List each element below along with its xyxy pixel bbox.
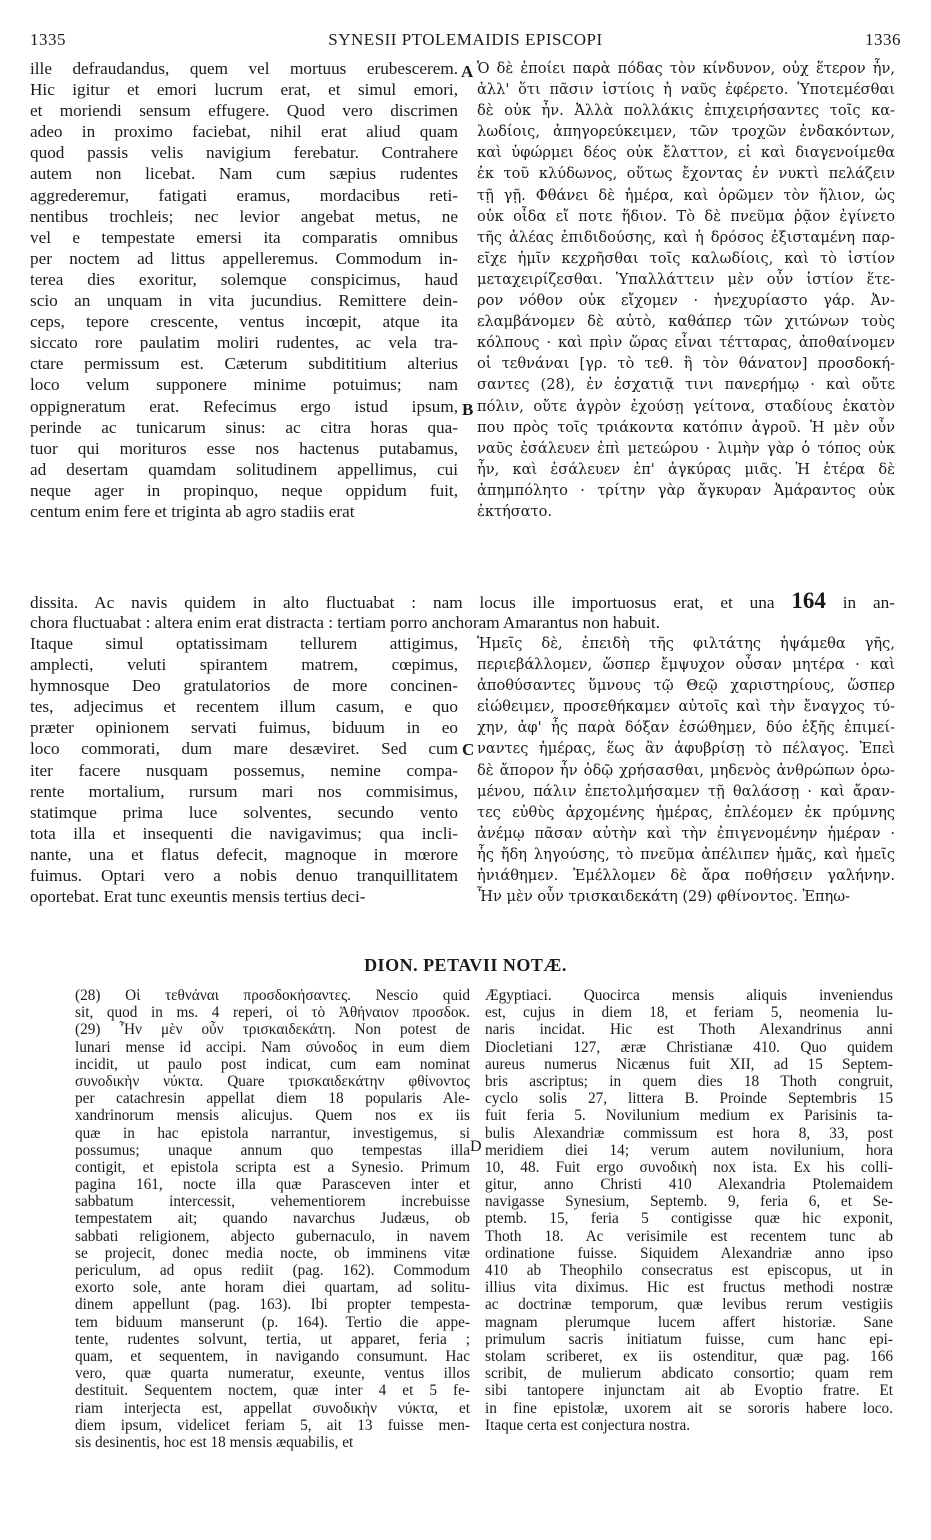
greek-a-line: τῆς ἀλέας ἐπιδιδούσης, καὶ ἡ δρόσος ἐξισταμένη παρ-: [477, 228, 895, 246]
note-right-line: ordinatione fuisse. Siquidem Alexandriæ anno ipso: [485, 1244, 893, 1262]
greek-b-line: τες εὐθὺς ἀρχομένης ἡμέρας, ἐπλέομεν ἐκ πρύμνης: [477, 803, 895, 821]
greek-column-a: [477, 58, 895, 522]
greek-a-line: ναῦς ἐσάλευεν ἐπὶ μετεώρου · λιμὴν γὰρ ὁ τόπος οὐκ: [477, 439, 895, 457]
greek-a-line: ἀπημπόλητο · τρίτην γὰρ ἄγκυραν Ἀμάραντος οὐκ: [477, 481, 895, 499]
greek-b-line: ἠνιάθημεν. Ἐμέλλομεν δὲ ἄρα ποθήσειν γαλήνην.: [477, 867, 895, 885]
note-right-line: navigasse Synesium, Septemb. 9, feria 6, et Se-: [485, 1193, 893, 1211]
note-right-line: primulum sacris initiatum fuisse, cum hanc epi-: [485, 1330, 893, 1348]
note-left-line: exorto sole, ante horam diei quartam, ad solitu-: [75, 1279, 470, 1297]
full-line-1: [30, 590, 895, 612]
note-right-line: Thoth 18. Ac verisimile est recentem tunc ab: [485, 1227, 893, 1245]
note-left-line: diem ipsum, videlicet feriam 5, ait 13 fuisse men-: [75, 1416, 470, 1434]
page-number-right: 1336: [865, 30, 901, 49]
latin-a-line: vel e tempestate emersi ita comparatis omnibus: [30, 227, 458, 247]
latin-a-line: quod passis velis navigium ferebatur. Contrahere: [30, 143, 458, 163]
greek-b-line: εἰώθειμεν, προσεθήκαμεν αὐτοῖς καὶ τὴν ἔναγχος τύ-: [477, 698, 895, 716]
full-line-1-after: in an-: [842, 593, 895, 612]
greek-a-line: λωδίοις, ἀπηγορεύκειμεν, τῶν τροχῶν ἐνδακόντων,: [477, 123, 895, 141]
note-left-line: destituit. Sequentem noctem, quæ inter 4 et 5 fe-: [75, 1382, 470, 1400]
latin-a-line: adeo in proximo faciebat, nihil erat aliud quam: [30, 122, 458, 142]
latin-b-line: amplecti, veluti spirantem matrem, cœpimus,: [30, 655, 458, 675]
full-width-text: [30, 590, 895, 633]
note-right-line: Ægyptiaci. Quocirca mensis aliquis inveniendus: [485, 987, 893, 1004]
greek-a-line: ἀλλ' ὅτι πᾶσιν ἱστίοις ἡ ναῦς ἐφέρετο. Ὑποτεμέσθαι: [477, 81, 895, 99]
running-header: [30, 30, 901, 52]
latin-a-line: oppigneratum erat. Refecimus ergo istud ipsum,: [30, 396, 458, 416]
section-marker-c: C: [462, 740, 475, 759]
section-marker-d: D: [470, 1138, 482, 1155]
latin-b-line: nante, una et flatus defecit, magnoque in mœrore: [30, 844, 458, 864]
latin-a-line: siccato rore paulatim moliri rudentes, ac vela tra-: [30, 333, 458, 353]
greek-a-line: εῖχε ἡμῖν κεχρῆσθαι τοῖς καλωδίοις, καὶ τὸ ἱστίον: [477, 249, 895, 267]
note-left-line: per catachresin appellat diem 18 popularis Ale-: [75, 1090, 470, 1108]
latin-a-line: ad desertam quamdam solitudinem appellimus, cui: [30, 459, 458, 479]
latin-a-line: ceps, tepore crescente, ventus incœpit, atque ita: [30, 312, 458, 332]
latin-b-line: statimque prima luce solventes, secundo vento: [30, 802, 458, 822]
note-right-line: 10, 48. Fuit ergo συνοδικὴ nox ista. Ex his colli-: [485, 1158, 893, 1176]
greek-a-line: ελαμβάνομεν δὲ αὐτὸ, καθάπερ τῶν χιτώνων τοὺς: [477, 313, 895, 331]
full-line-2: chora fluctuabat : altera enim erat distracta : tertiam porro anchoram Amarantus non habuit.: [30, 612, 660, 632]
note-right-line: est, cujus in diem 18, et feriam 5, neomenia lu-: [485, 1004, 893, 1022]
note-left-line: incidit, ut paulo post indicat, cum eam nominat: [75, 1055, 470, 1073]
section-marker-b: B: [462, 400, 474, 419]
note-right-line: ptemb. 15, feria 5 contigisse quæ hic exponit,: [485, 1210, 893, 1228]
greek-a-line: μεταχειρίζεσθαι. Ὑπαλλάττειν μὲν οὖν ἱστίον ἕτε-: [477, 270, 895, 288]
notes-column-left: [75, 987, 470, 1451]
note-left-line: vero, quæ quarta numeratur, exeunte, ventus illos: [75, 1365, 470, 1383]
note-right-line: ac doctrinæ temporum, quæ levibus rerum vestigiis: [485, 1296, 893, 1314]
greek-a-line: οἱ τεθνάναι [γρ. τὸ τεθ. ἢ τὸν θάνατον] προσδοκή-: [477, 355, 895, 373]
greek-a-line: ἐκ τοῦ κλύδωνος, οὕτως ἔχοντας ἐν νυκτὶ πελάζειν: [477, 165, 895, 183]
note-left-line: (28) Οἱ τεθνάναι προσδοκήσαντες. Nescio quid: [75, 987, 470, 1004]
note-right-line: illius vita diximus. Hic est fructus methodi nostræ: [485, 1279, 893, 1297]
note-right-line: bulis Alexandriæ commissum est hora 8, 33, post: [485, 1124, 893, 1142]
greek-a-line: σαντες (28), ἐν ἐσχατιᾷ τινι πανερήμῳ · καὶ οὔτε: [477, 376, 895, 394]
note-left-line: sit, quod in ms. 4 reperi, οἱ τὸ Ἀθήναιον προσδοκ.: [75, 1004, 470, 1022]
note-left-line: sabbatum intercessit, vehementiorem increbuisse: [75, 1193, 470, 1211]
latin-b-line: rente mortalium, rursum mari nos commisimus,: [30, 781, 458, 801]
latin-b-line: oportebat. Erat tunc exeuntis mensis tertius deci-: [30, 887, 366, 907]
section-marker-a: A: [461, 62, 474, 81]
latin-a-line: aggrederemur, fatigati eramus, mordacibus reti-: [30, 185, 458, 205]
note-right-line: Itaque certa est conjectura nostra.: [485, 1416, 691, 1434]
latin-a-line: scio an unquam in vita jucundius. Remittere dein-: [30, 291, 458, 311]
note-right-line: scribit, de mulierum abdicato consortio; quam rem: [485, 1365, 893, 1383]
greek-a-line: πόλιν, οὔτε ἀγρὸν ἐχούσῃ γείτονα, σταδίους ἑκατὸν: [477, 397, 895, 415]
latin-a-line: loco velum supponere minime potuimus; nam: [30, 375, 458, 395]
note-left-line: tempestatem ait; quando navarchus Judæus, ob: [75, 1210, 470, 1228]
latin-a-line: autem non licebat. Nam cum sæpius rudentes: [30, 164, 458, 184]
greek-a-line: ἦν, καὶ ἐσάλευεν ἐπ' ἀγκύρας μιᾶς. Ἡ ἑτέρα δὲ: [477, 460, 895, 478]
greek-a-line: ρον νόθον οὐκ εἴχομεν · ἠνεχυρίαστο γάρ. Ἀν-: [477, 292, 895, 310]
note-left-line: possumus; unaque annum quo tempestas illa: [75, 1141, 470, 1159]
note-right-line: magnam plerumque lucem affert historiæ. Sane: [485, 1313, 893, 1331]
greek-b-line: μένου, πάλιν ἐπετολμήσαμεν τῇ θαλάσσῃ · καὶ ἄραν-: [477, 782, 895, 800]
latin-column-a: [30, 58, 458, 522]
latin-a-line: nentibus trochleis; nec levior angebat metus, ne: [30, 206, 458, 226]
greek-b-line: ἧς ἤδη ληγούσης, τὸ πνεῦμα ἀπέλιπεν ἡμᾶς, καὶ ἡμεῖς: [477, 845, 895, 863]
note-right-line: fuit feria 5. Novilunium medium ex Parisinis ta-: [485, 1107, 893, 1125]
latin-a-line: Hic igitur et emori lucrum erat, et simul emori,: [30, 80, 458, 100]
latin-a-line: perinde ac tunicarum sinus: ac citra horas qua-: [30, 417, 458, 437]
latin-a-line: centum enim fere et triginta ab agro stadiis erat: [30, 501, 355, 521]
note-left-line: contigit, et epistola scripta est a Synesio. Primum: [75, 1158, 470, 1176]
greek-a-line: οὐκ οἶδα εἴ ποτε ἥδιον. Τὸ δὲ πνεῦμα ῥᾷον ἐγίνετο: [477, 207, 895, 225]
latin-b-line: tes, adjecimus et recentem illum casum, e quo: [30, 697, 458, 717]
greek-b-line: περιεβάλλομεν, ὥσπερ ἔμψυχον οὖσαν μητέρα · καὶ: [477, 656, 895, 674]
notes-column-right: [485, 987, 893, 1434]
greek-a-line: κόλπους · καὶ πρὶν ὥρας εἶναι τέτταρας, ἀποθαίνομεν: [477, 334, 895, 352]
full-line-1-before: dissita. Ac navis quidem in alto fluctuabat : nam locus ille importuosus erat, et una: [30, 593, 775, 612]
greek-a-line: ἐκτήσατο.: [477, 502, 553, 520]
note-left-line: xandrinorum mensis alicujus. Quem nos ex iis: [75, 1107, 470, 1125]
note-right-line: stolam scriberet, ex iis ostenditur, quæ pag. 166: [485, 1347, 893, 1365]
greek-b-line: Ἦν μὲν οὖν τρισκαιδεκάτη (29) φθίνοντος. Ἐπηω-: [477, 888, 851, 906]
latin-a-line: ctare permissum est. Cæterum subdititium alterius: [30, 354, 458, 374]
note-right-line: in fine epistolæ, uxorem ait se sororis habere loco.: [485, 1399, 893, 1417]
greek-b-line: ἀνέμῳ πᾶσαν αὐτὴν καὶ τὴν ἐπιγενομένην ἡμέραν ·: [477, 824, 895, 842]
greek-b-line: Ἡμεῖς δὲ, ἐπειδὴ τῆς φιλτάτης ἡψάμεθα γῆς,: [477, 635, 895, 652]
note-right-line: 410 ab Theophilo consecratus est episcopus, ut in: [485, 1262, 893, 1279]
note-left-line: tem biduum manserunt (p. 164). Tertio die appe-: [75, 1313, 470, 1331]
note-left-line: sis desinentis, hoc est 18 mensis æquabilis, et: [75, 1433, 354, 1451]
greek-a-line: καὶ ὑφώρμει δέος οὐκ ἔλαττον, εἰ καὶ διαγενοίμεθα: [477, 144, 895, 162]
note-left-line: periculum, ad opus rediit (pag. 162). Commodum: [75, 1262, 470, 1279]
note-left-line: quam, et sequentem, in navigando consumunt. Hac: [75, 1347, 470, 1365]
latin-a-line: ille defraudandus, quem vel mortuus erubescerem.: [30, 59, 458, 78]
greek-a-line: που πρὸς τοῖς τριάκοντα κατόπιν ἀγροῦ. Ἡ μὲν οὖν: [477, 418, 895, 436]
latin-b-line: iter facere nusquam possemus, nemine compa-: [30, 760, 458, 780]
note-right-line: Diocletiani 127, æræ Christianæ 410. Quo quidem: [485, 1038, 893, 1056]
note-left-line: riam interjecta est, appellat συνοδικὴν νύκτα, et: [75, 1399, 470, 1417]
latin-a-line: terea dies exoritur, solemque conspicimus, haud: [30, 269, 458, 289]
greek-a-line: δὲ οὐκ ἦν. Ἀλλὰ πολλάκις ἐπιχειρήσαντες τοῖς κα-: [477, 102, 895, 120]
note-right-line: cyclo solis 27, littera B. Proinde Septembris 15: [485, 1090, 893, 1108]
greek-column-b: [477, 633, 895, 907]
greek-a-line: τῇ γῇ. Φθάνει δὲ ἡμέρα, καὶ ὁρῶμεν τὸν ἥλιον, ὡς: [477, 186, 895, 204]
note-left-line: dinem appellunt (pag. 163). Ibi propter tempesta-: [75, 1296, 470, 1314]
note-left-line: pagina 161, nocte illa quæ Parasceven inter et: [75, 1176, 470, 1194]
latin-b-line: fuimus. Optari vero a nobis denuo tranquillitatem: [30, 866, 458, 886]
greek-b-line: χην, ἀφ' ἧς παρὰ δόξαν ἐσώθημεν, δύο ἑξῆς ἐπιμεί-: [477, 719, 895, 737]
notes-heading: DION. PETAVII NOTÆ.: [364, 955, 567, 975]
greek-b-line: δὲ ἄπορον ἦν ὁδῷ χρήσασθαι, μηδενὸς ἀνθρώπων ὁρω-: [477, 761, 895, 779]
note-left-line: tente, rudentes solvunt, tertia, ut apparet, feria ;: [75, 1330, 470, 1348]
note-left-line: συνοδικὴν νύκτα. Quare τρισκαιδεκάτην φθίνοντος: [75, 1072, 470, 1090]
note-left-line: sabbati religionem, abjecto gubernaculo, in navem: [75, 1227, 470, 1245]
running-title: SYNESII PTOLEMAIDIS EPISCOPI: [328, 30, 603, 49]
latin-b-line: Itaque simul optatissimam tellurem attigimus,: [30, 634, 458, 653]
latin-b-line: præter opinionem servati fuimus, biduum in eo: [30, 718, 458, 738]
note-left-line: (29) Ἦν μὲν οὖν τρισκαιδεκάτη. Non potest de: [75, 1021, 470, 1039]
note-left-line: quæ in hac epistola narrantur, investigemus, si: [75, 1124, 470, 1142]
latin-b-line: hymnosque Deo gratulatorios de more concinen-: [30, 676, 458, 696]
greek-b-line: ναντες ἡμέρας, ἕως ἂν ἀφυβρίσῃ τὸ πέλαγος. Ἐπεὶ: [477, 740, 895, 758]
latin-b-line: loco commorati, dum mare desæviret. Sed cum: [30, 739, 458, 759]
note-right-line: naris incidat. Hic est Thoth Alexandrinus anni: [485, 1021, 893, 1039]
latin-a-line: neque ager in propinquo, neque oppidum fuit,: [30, 480, 458, 500]
note-left-line: lunari mense id accipi. Nam σύνοδος in eum diem: [75, 1038, 470, 1056]
note-left-line: se projecit, donec media nocte, ob imminens vitæ: [75, 1244, 470, 1262]
page-number-left: 1335: [30, 30, 66, 49]
greek-b-line: ἀποθύσαντες ὕμνους τῷ Θεῷ χαριστηρίους, ὥσπερ: [477, 677, 895, 695]
note-right-line: aureus numerus Nicænus fuit XII, ad 15 Septem-: [485, 1055, 893, 1073]
latin-b-line: tota illa et insequenti die navigavimus; qua incli-: [30, 823, 458, 843]
latin-column-b: [30, 633, 458, 907]
note-right-line: bris ascriptus; in quem dies 18 Thoth congruit,: [485, 1072, 893, 1090]
column-number-164: 164: [791, 588, 826, 613]
note-right-line: meridiem diei 14; verum autem novilunium, hora: [485, 1141, 893, 1159]
greek-a-line: Ὁ δὲ ἐποίει παρὰ πόδας τὸν κίνδυνον, οὐχ ἕτερον ἦν,: [477, 60, 895, 77]
note-right-line: gitur, anno Christi 410 Alexandria Ptolemaidem: [485, 1176, 893, 1194]
note-right-line: sibi tantopere injunctam ait ab Evoptio fratre. Et: [485, 1382, 893, 1400]
latin-a-line: et moriendi sensum effugere. Quod vero discrimen: [30, 101, 458, 121]
latin-a-line: per noctem ad littus appelleremus. Commodum in-: [30, 248, 458, 268]
latin-a-line: tuor qui morituros esse nos hactenus putabamus,: [30, 438, 458, 458]
